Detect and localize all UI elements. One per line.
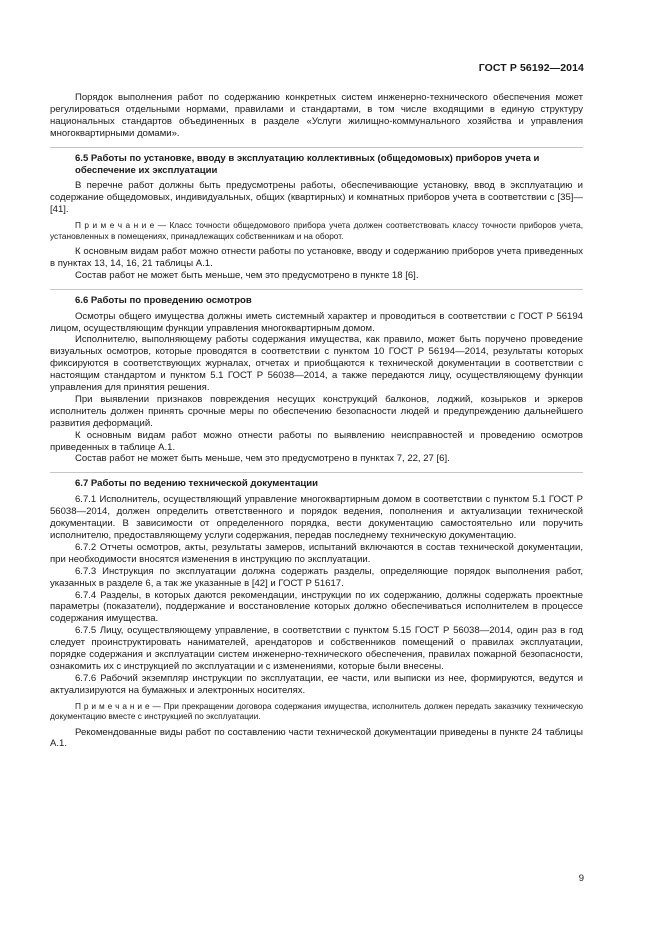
section-6-7-title: 6.7 Работы по ведению технической документации bbox=[75, 478, 318, 490]
section-6-5-note: П р и м е ч а н и е — Класс точности общедомового прибора учета должен соответствовать классу точности приборов учета, установленных в помещениях, принадлежащих собственникам и на оборот. bbox=[50, 220, 583, 241]
section-divider bbox=[50, 472, 583, 473]
page-number: 9 bbox=[578, 873, 584, 884]
section-6-6-paragraph: Осмотры общего имущества должны иметь системный характер и проводиться в соответствии с ГОСТ Р 56194 лицом, осуществляющим функции управления многоквартирным домом. bbox=[50, 310, 583, 334]
section-6-6-paragraph: Состав работ не может быть меньше, чем это предусмотрено в пунктах 7, 22, 27 [6]. bbox=[75, 453, 450, 465]
section-6-7-paragraph: 6.7.4 Разделы, в которых даются рекомендации, инструкции по их содержанию, должны содержать проектные параметры (показатели), поддержание и восстановление которых должно обеспечиваться исполнителем в процессе содержания имущества. bbox=[50, 589, 583, 625]
section-6-6-title: 6.6 Работы по проведению осмотров bbox=[75, 294, 252, 306]
section-6-6-paragraph: Исполнителю, выполняющему работы содержания имущества, как правило, может быть поручено проведение визуальных осмотров, которые проводятся в соответствии с пунктом 10 ГОСТ Р 56194—2014, результаты которых фиксируются в соответствующих журналах, отчетах и приобщаются к технической документации в соответствии с настоящим стандартом и пунктом 5.1 ГОСТ Р 56038—2014, а также передаются лицу, осуществляющему функции управления для принятия решения. bbox=[50, 334, 583, 394]
section-divider bbox=[50, 147, 583, 148]
section-divider bbox=[50, 289, 583, 290]
section-6-7-paragraph: 6.7.2 Отчеты осмотров, акты, результаты замеров, испытаний включаются в состав технической документации, при необходимости вносятся изменения в инструкцию по эксплуатации. bbox=[50, 541, 583, 565]
document-body bbox=[50, 92, 583, 750]
document-header: ГОСТ Р 56192—2014 bbox=[478, 62, 584, 74]
section-6-6-paragraph: При выявлении признаков повреждения несущих конструкций балконов, лоджий, козырьков и эркеров исполнитель должен принять срочные меры по обеспечению безопасности людей и предупреждению дальнейшего развития деформаций. bbox=[50, 393, 583, 429]
section-6-7-paragraph: 6.7.6 Рабочий экземпляр инструкции по эксплуатации, ее части, или выписки из нее, формируются, ведутся и актуализируются на бумажных и электронных носителях. bbox=[50, 672, 583, 696]
intro-paragraph: Порядок выполнения работ по содержанию конкретных систем инженерно-технического обеспечения может регулироваться отдельными нормами, правилами и стандартами, в том числе входящими в единую структуру национальных стандартов объединенных в разделе «Услуги жилищно-коммунального хозяйства и управления многоквартирными домами». bbox=[50, 92, 583, 139]
section-6-7-paragraph: Рекомендованные виды работ по составлению части технической документации приведены в пункте 24 таблицы А.1. bbox=[50, 726, 583, 750]
section-6-7-paragraph: 6.7.1 Исполнитель, осуществляющий управление многоквартирным домом в соответствии с пунктом 5.1 ГОСТ Р 56038—2014, должен определить ответственного и порядок ведения, пополнения и актуализации технической документации. В зависимости от определенного порядка, вести документацию самостоятельно или поручить исполнителю, предоставляющему услуги содержания, передав последнему техническую документацию. bbox=[50, 494, 583, 541]
section-6-5-paragraph: Состав работ не может быть меньше, чем это предусмотрено в пункте 18 [6]. bbox=[75, 269, 419, 281]
section-6-5-title: 6.5 Работы по установке, вводу в эксплуатацию коллективных (общедомовых) приборов учета и обеспечение их эксплуатации bbox=[75, 152, 540, 176]
section-6-5-paragraph: В перечне работ должны быть предусмотрены работы, обеспечивающие установку, ввод в эксплуатацию и содержание общедомовых, индивидуальных, общих (квартирных) и комнатных приборов учета в соответствии с [35]—[41]. bbox=[50, 180, 583, 216]
section-6-7-paragraph: 6.7.3 Инструкция по эксплуатации должна содержать разделы, определяющие порядок выполнения работ, указанных в разделе 6, а так же указанные в [42] и ГОСТ Р 51617. bbox=[50, 565, 583, 589]
section-6-6-paragraph: К основным видам работ можно отнести работы по выявлению неисправностей и проведению осмотров приведенных в таблице А.1. bbox=[50, 429, 583, 453]
section-6-7-note: П р и м е ч а н и е — При прекращении договора содержания имущества, исполнитель должен передать заказчику техническую документацию вместе с инструкцией по эксплуатации. bbox=[50, 700, 583, 722]
section-6-5-paragraph: К основным видам работ можно отнести работы по установке, вводу и содержанию приборов учета приведенных в пунктах 13, 14, 16, 21 таблицы А.1. bbox=[50, 245, 583, 269]
section-6-7-paragraph: 6.7.5 Лицу, осуществляющему управление, в соответствии с пунктом 5.15 ГОСТ Р 56038—2014, один раз в год следует проинструктировать нанимателей, арендаторов и собственников помещений о правилах эксплуатации, порядке содержания и эксплуатации систем инженерно-технического обеспечения, правилах пожарной безопасности, ознакомить их с инструкцией по эксплуатации и с изменениями, которые были внесены. bbox=[50, 625, 583, 672]
